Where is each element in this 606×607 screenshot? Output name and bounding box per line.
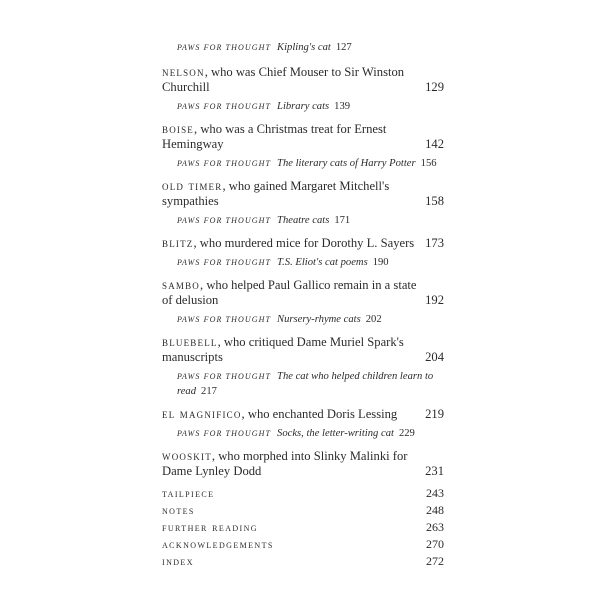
chapter-description: , who critiqued Dame Muriel Spark's manuscripts [162,335,404,364]
chapter-page-number: 204 [425,350,444,364]
back-matter-name: further reading [162,520,258,534]
chapter-cat-name: sambo [162,278,201,292]
table-of-contents [162,40,444,569]
back-matter-page-number: 272 [426,554,444,568]
paws-title: Library cats [277,101,330,112]
paws-label: PAWS FOR THOUGHT [177,216,272,225]
paws-title: The literary cats of Harry Potter [277,158,416,169]
paws-page-number: 202 [365,314,382,325]
paws-for-thought-entry [162,426,444,441]
chapter-description: , who gained Margaret Mitchell's sympathies [162,179,390,208]
paws-for-thought-entry [162,312,444,327]
chapter-cat-name: wooskit [162,449,212,463]
paws-label: PAWS FOR THOUGHT [177,372,272,381]
back-matter-name: acknowledgements [162,537,274,551]
chapter-entry [162,236,444,251]
chapter-description: , who was Chief Mouser to Sir Winston Churchill [162,65,405,94]
back-matter-entry [162,553,444,569]
back-matter-list [162,485,444,569]
paws-title: Theatre cats [277,215,330,226]
chapter-description: , who morphed into Slinky Malinki for Dame Lynley Dodd [162,449,408,478]
back-matter-entry [162,485,444,501]
chapter-entry [162,449,444,479]
paws-page-number: 171 [334,215,351,226]
chapter-page-number: 173 [425,236,444,250]
back-matter-entry [162,536,444,552]
chapter-description: , who enchanted Doris Lessing [241,407,398,421]
chapter-cat-name: nelson [162,65,205,79]
paws-for-thought-entry [162,99,444,114]
chapter-page-number: 142 [425,137,444,151]
chapter-entry [162,122,444,152]
paws-for-thought-entry [162,255,444,270]
back-matter-entry [162,502,444,518]
chapter-entry [162,407,444,422]
paws-for-thought-entry [162,369,444,399]
paws-label: PAWS FOR THOUGHT [177,43,272,52]
chapter-description: , who helped Paul Gallico remain in a state of delusion [162,278,417,307]
paws-for-thought-entry [162,40,444,55]
chapter-cat-name: el magnifico [162,407,242,421]
back-matter-name: notes [162,503,195,517]
paws-page-number: 156 [420,158,437,169]
contents-entries [162,40,444,479]
chapter-page-number: 158 [425,194,444,208]
paws-label: PAWS FOR THOUGHT [177,258,272,267]
paws-label: PAWS FOR THOUGHT [177,429,272,438]
back-matter-page-number: 248 [426,503,444,517]
paws-page-number: 127 [335,42,352,53]
chapter-page-number: 129 [425,80,444,94]
chapter-page-number: 192 [425,293,444,307]
paws-for-thought-entry [162,213,444,228]
paws-title: Socks, the letter-writing cat [277,428,394,439]
chapter-cat-name: boise [162,122,195,136]
paws-label: PAWS FOR THOUGHT [177,159,272,168]
paws-title: Nursery-rhyme cats [277,314,361,325]
chapter-entry [162,65,444,95]
chapter-cat-name: bluebell [162,335,218,349]
chapter-description: , who was a Christmas treat for Ernest Hemingway [162,122,387,151]
paws-page-number: 139 [334,101,351,112]
paws-title: The cat who helped children learn to read [177,371,434,397]
paws-page-number: 217 [201,386,217,397]
back-matter-page-number: 243 [426,486,444,500]
chapter-entry [162,335,444,365]
back-matter-entry [162,519,444,535]
chapter-entry [162,278,444,308]
paws-for-thought-entry [162,156,444,171]
back-matter-page-number: 263 [426,520,444,534]
back-matter-name: tailpiece [162,486,215,500]
chapter-entry [162,179,444,209]
paws-label: PAWS FOR THOUGHT [177,315,272,324]
chapter-page-number: 231 [425,464,444,478]
paws-label: PAWS FOR THOUGHT [177,102,272,111]
chapter-cat-name: blitz [162,236,194,250]
chapter-description: , who murdered mice for Dorothy L. Sayers [193,236,415,250]
back-matter-page-number: 270 [426,537,444,551]
paws-title: Kipling's cat [277,42,331,53]
chapter-page-number: 219 [425,407,444,421]
paws-title: T.S. Eliot's cat poems [277,257,368,268]
back-matter-name: index [162,554,194,568]
chapter-cat-name: old timer [162,179,223,193]
paws-page-number: 190 [372,257,389,268]
paws-page-number: 229 [398,428,415,439]
